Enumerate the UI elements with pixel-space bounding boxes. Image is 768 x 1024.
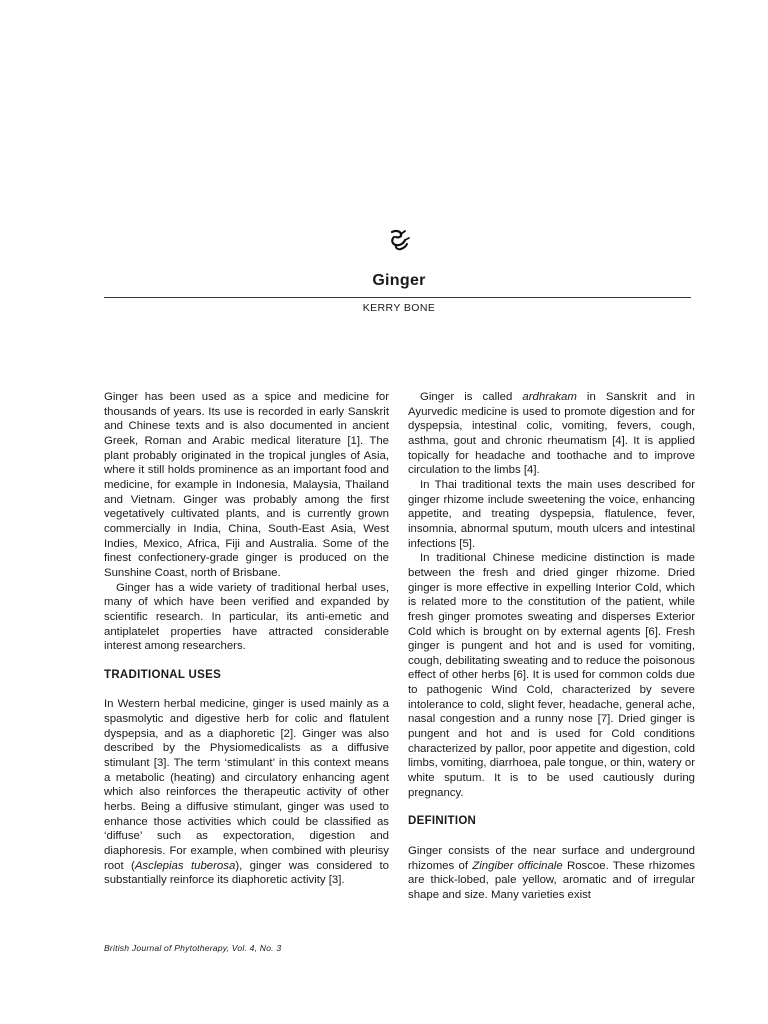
definition-paragraph: Ginger consists of the near surface and underground rhizomes of Zingiber officinale Roscoe. These rhizomes are thick-lobed, pale yellow, aromatic and of irregular shape and size. Many varieties exist (408, 845, 695, 901)
article-title: Ginger (372, 272, 426, 289)
title-rule (104, 297, 691, 298)
species-name: Asclepias tuberosa (134, 859, 236, 872)
sanskrit-term: ardhrakam (522, 391, 577, 403)
definition-heading: DEFINITION (408, 815, 477, 828)
thai-paragraph: In Thai traditional texts the main uses described for ginger rhizome include sweetening the voice, enhancing appetite, and treating dyspepsia, flatulence, fever, insomnia, abnormal sputum, mouth ulcers and intestinal infections [5]. (408, 478, 695, 550)
ayurvedic-paragraph: Ginger is called ardhrakam in Sanskrit and in Ayurvedic medicine is used to promote digestion and for dyspepsia, intestinal colic, vomiting, fevers, cough, asthma, gout and chronic rheumatism [4]. It is applied topically for headache and toothache and to improve circulation to the limbs [4]. (408, 391, 696, 477)
chinese-medicine-paragraph: In traditional Chinese medicine distinction is made between the fresh and dried ginger rhizome. Dried ginger is more effective in expelling Interior Cold, which is related more to the constitution of the patient, while fresh ginger promotes sweating and disperses Exterior Cold which is brought on by external agents [6]. Fresh ginger is pungent and hot and is used for vomiting, cough, debilitating sweating and to reduce the poisonous effect of other herbs [6]. It is used for common colds due to pathogenic Wind Cold, characterized by severe intolerance to cold, slight fever, headache, general ache, nasal congestion and a runny nose [7]. Dried ginger is pungent and hot and is used for Cold conditions characterized by pallor, poor appetite and digestion, cold limbs, vomiting, diarrhoea, pale tongue, or thin, watery or white sputum. It is to be used cautiously during pregnancy. (408, 552, 695, 799)
left-column (104, 390, 389, 888)
herbal-uses-paragraph: Ginger has a wide variety of traditional herbal uses, many of which have been verified and expanded by scientific research. In particular, its anti-emetic and antiplatelet properties have attracted considerable interest among researchers. (104, 581, 389, 653)
intro-paragraph: Ginger has been used as a spice and medicine for thousands of years. Its use is recorded in early Sanskrit and Chinese texts and is also documented in ancient Greek, Roman and Arabic medical literature [1]. The plant probably originated in the tropical jungles of Asia, where it still holds prominence as an important food and medicine, for example in Indonesia, Malaysia, Thailand and Vietnam. Ginger was probably among the first vegetatively cultivated plants, and is currently grown commercially in India, China, South-East Asia, West Indies, Mexico, Africa, Fiji and Australia. Some of the finest confectionery-grade ginger is produced on the Sunshine Coast, north of Brisbane. (104, 391, 389, 579)
ginger-rhizome-icon (386, 228, 412, 252)
right-column (408, 390, 695, 903)
western-herbal-paragraph: In Western herbal medicine, ginger is used mainly as a spasmolytic and digestive herb for colic and flatulent dyspepsia, and as a diaphoretic [2]. Ginger was also described by the Physiomedicalists as a diffusive stimulant [3]. The term ‘stimulant’ in this context means a metabolic (heating) and circulatory enhancing agent which also reinforces the therapeutic activity of other herbs. Being a diffusive stimulant, ginger was used to enhance those activities which could be classified as ‘diffuse’ such as expectoration, digestion and diaphoresis. For example, when combined with pleurisy root (Asclepias tuberosa), ginger was considered to substantially reinforce its diaphoretic activity [3]. (104, 698, 389, 887)
traditional-uses-heading: TRADITIONAL USES (104, 668, 222, 681)
botanical-name: Zingiber officinale (472, 859, 563, 872)
article-author: KERRY BONE (362, 302, 436, 314)
journal-citation-footer: British Journal of Phytotherapy, Vol. 4, No. 3 (104, 943, 282, 953)
